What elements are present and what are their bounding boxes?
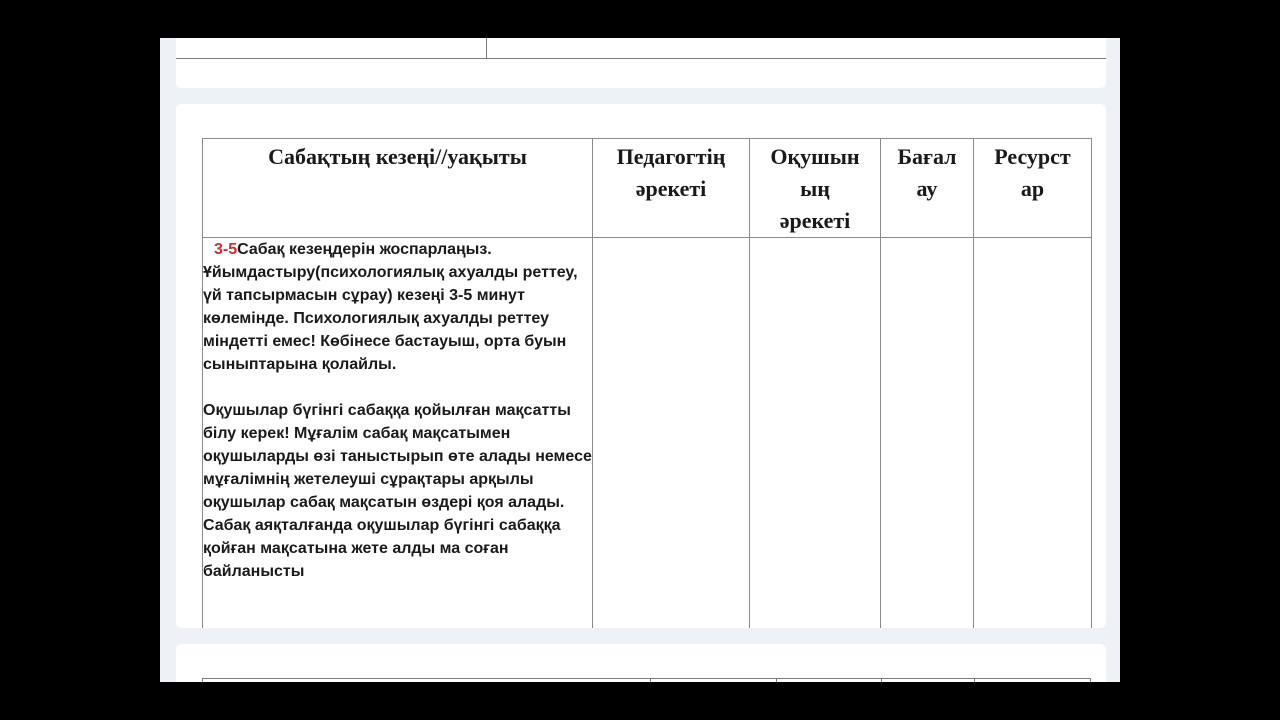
teacher-action-cell [593, 238, 750, 629]
table-border [1090, 678, 1091, 682]
time-highlight: 3-5 [214, 241, 238, 258]
table-row [203, 238, 1092, 629]
table-border [202, 678, 203, 682]
document-page [176, 104, 1106, 628]
header-teacher-action: Педагогтің әрекеті [593, 139, 750, 238]
table-border [176, 58, 1106, 59]
table-border [650, 678, 651, 682]
lesson-stage-cell [203, 238, 593, 629]
lesson-plan-table [202, 138, 1092, 628]
header-lesson-stage: Сабақтың кезеңі//уақыты [203, 139, 593, 238]
table-border [486, 38, 487, 59]
header-assessment: Бағал ау [881, 139, 974, 238]
header-student-action: Оқушын ың әрекеті [750, 139, 881, 238]
document-viewer[interactable] [160, 38, 1120, 682]
table-border [974, 678, 975, 682]
table-header-row [203, 139, 1092, 238]
table-border [202, 678, 1090, 679]
table-border [776, 678, 777, 682]
assessment-cell [881, 238, 974, 629]
student-action-cell [750, 238, 881, 629]
next-page-fragment [176, 644, 1106, 682]
table-border [881, 678, 882, 682]
resources-cell [974, 238, 1092, 629]
stage-instructions: 3-5Сабақ кезеңдерін жоспарлаңыз. Ұйымдастыру(психологиялық ахуалды реттеу, үй тапсырмасын сұрау) кезеңі 3-5 минут көлемінде. Психологиялық ахуалды реттеу міндетті емес! Көбінесе бастауыш, орта буын сыныптарына қолайлы. [203, 241, 578, 373]
header-resources: Ресурст ар [974, 139, 1092, 238]
previous-page-fragment [176, 38, 1106, 88]
stage-goal-text: Оқушылар бүгінгі сабаққа қойылған мақсатты білу керек! Мұғалім сабақ мақсатымен оқушыларды өзі таныстырып өте алады немесе мұғалімнің жетелеуші сұрақтары арқылы оқушылар сабақ мақсатын өздері қоя алады. Сабақ аяқталғанда оқушылар бүгінгі сабаққа қойған мақсатына жете алды ма соған байланысты [203, 402, 592, 580]
